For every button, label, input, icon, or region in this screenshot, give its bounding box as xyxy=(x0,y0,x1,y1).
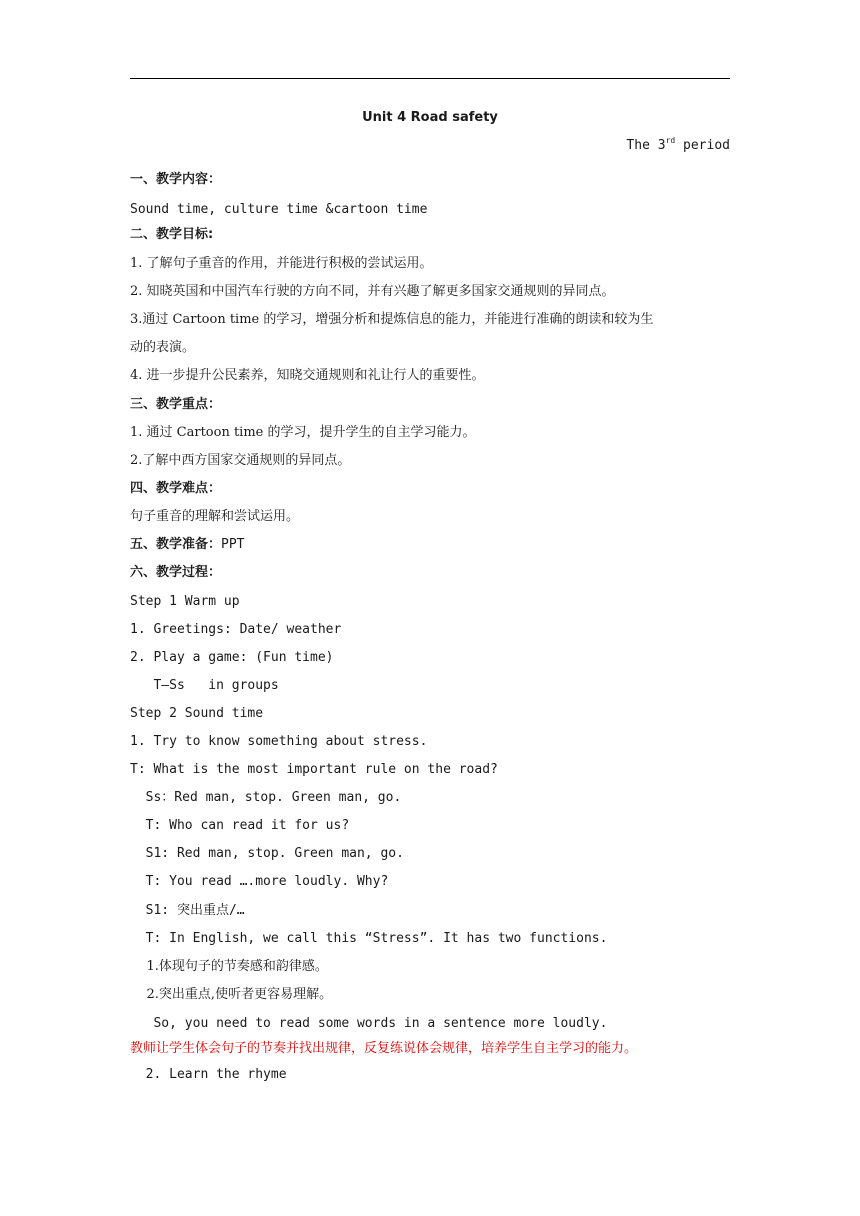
process-line: T: What is the most important rule on the road? xyxy=(130,762,498,777)
section-2-heading: 二、教学目标: xyxy=(130,227,214,242)
goal-item: 4. 进一步提升公民素养，知晓交通规则和礼让行人的重要性。 xyxy=(130,368,485,383)
process-line: Step 1 Warm up xyxy=(130,594,240,609)
process-line: 2. Play a game: (Fun time) xyxy=(130,650,334,665)
process-line: 1.体现句子的节奏感和韵律感。 xyxy=(130,959,328,974)
goal-item: 2. 知晓英国和中国汽车行驶的方向不同，并有兴趣了解更多国家交通规则的异同点。 xyxy=(130,284,615,299)
section-5 xyxy=(130,537,245,553)
key-point-item: 1. 通过 Cartoon time 的学习，提升学生的自主学习能力。 xyxy=(130,425,476,440)
section-1-text: Sound time, culture time &cartoon time xyxy=(130,202,428,217)
header-rule xyxy=(130,78,730,79)
process-line: Step 2 Sound time xyxy=(130,706,264,721)
process-line: 1. Greetings: Date/ weather xyxy=(130,622,342,637)
process-line: 2. Learn the rhyme xyxy=(130,1067,287,1082)
section-3-heading: 三、教学重点： xyxy=(130,397,222,412)
process-line: S1: 突出重点/… xyxy=(130,903,245,918)
period-label: The 3rd period xyxy=(626,136,730,153)
process-line: T—Ss in groups xyxy=(130,678,279,693)
section-5-heading: 五、教学准备： xyxy=(130,537,222,552)
process-line: T: You read ….more loudly. Why? xyxy=(130,874,389,889)
process-line: So, you need to read some words in a sentence more loudly. xyxy=(130,1016,608,1031)
section-5-text: PPT xyxy=(221,537,245,552)
section-4-text: 句子重音的理解和尝试运用。 xyxy=(130,509,300,524)
process-line: S1: Red man, stop. Green man, go. xyxy=(130,846,404,861)
section-4-heading: 四、教学难点： xyxy=(130,481,222,496)
goal-item: 1. 了解句子重音的作用，并能进行积极的尝试运用。 xyxy=(130,256,433,271)
goal-item: 3.通过 Cartoon time 的学习，增强分析和提炼信息的能力，并能进行准确的朗读和较为生 xyxy=(130,312,654,327)
process-line: 1. Try to know something about stress. xyxy=(130,734,428,749)
process-line: 2.突出重点,使听者更容易理解。 xyxy=(130,987,333,1002)
document-title: Unit 4 Road safety xyxy=(362,110,498,125)
process-line: Ss：Red man, stop. Green man, go. xyxy=(130,790,402,805)
goal-item-continued: 动的表演。 xyxy=(130,340,196,355)
process-line: T: In English, we call this “Stress”. It has two functions. xyxy=(130,931,608,946)
process-line: T: Who can read it for us? xyxy=(130,818,350,833)
teaching-note: 教师让学生体会句子的节奏并找出规律，反复练说体会规律，培养学生自主学习的能力。 xyxy=(130,1041,638,1056)
section-6-heading: 六、教学过程： xyxy=(130,565,222,580)
key-point-item: 2.了解中西方国家交通规则的异同点。 xyxy=(130,453,351,468)
section-1-heading: 一、教学内容： xyxy=(130,172,222,187)
